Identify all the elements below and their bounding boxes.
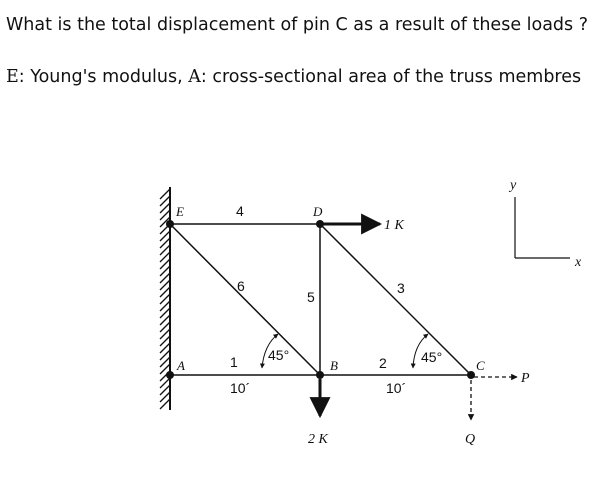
var-a: A	[188, 67, 201, 87]
load-label-2k: 2 K	[308, 432, 328, 447]
member-label-5: 5	[307, 289, 315, 305]
node-label-d: D	[313, 204, 323, 219]
node-label-b: B	[330, 358, 338, 373]
member-3	[320, 224, 471, 375]
dimension-right: 10´	[386, 380, 407, 396]
axis-label-x: x	[575, 255, 582, 270]
load-label-1k: 1 K	[384, 218, 404, 233]
joint-e	[166, 220, 174, 228]
axis-label-y: y	[510, 178, 517, 193]
question-text-2a: : Young's modulus,	[18, 67, 189, 87]
angle-label-right: 45°	[421, 349, 443, 365]
member-label-1: 1	[230, 354, 238, 370]
member-6	[170, 224, 320, 375]
virtual-load-p-label: P	[521, 371, 530, 386]
coordinate-axes	[515, 197, 570, 258]
member-label-4: 4	[236, 203, 244, 219]
question-text-2b: : cross-sectional area of the truss membres	[200, 67, 582, 87]
node-label-a: A	[177, 358, 185, 373]
node-label-c: C	[476, 358, 485, 373]
joint-a	[166, 371, 174, 379]
member-label-6: 6	[237, 278, 245, 294]
question-text-1: What is the total displacement of pin C as a result of these loads ?	[6, 15, 589, 35]
joint-c	[467, 371, 475, 379]
angle-label-left: 45°	[268, 347, 290, 363]
var-e: E	[6, 67, 19, 87]
joint-b	[316, 371, 324, 379]
virtual-load-q-label: Q	[465, 432, 476, 447]
member-label-2: 2	[379, 355, 387, 371]
node-label-e: E	[176, 204, 184, 219]
member-label-3: 3	[397, 280, 405, 296]
dimension-left: 10´	[230, 380, 251, 396]
